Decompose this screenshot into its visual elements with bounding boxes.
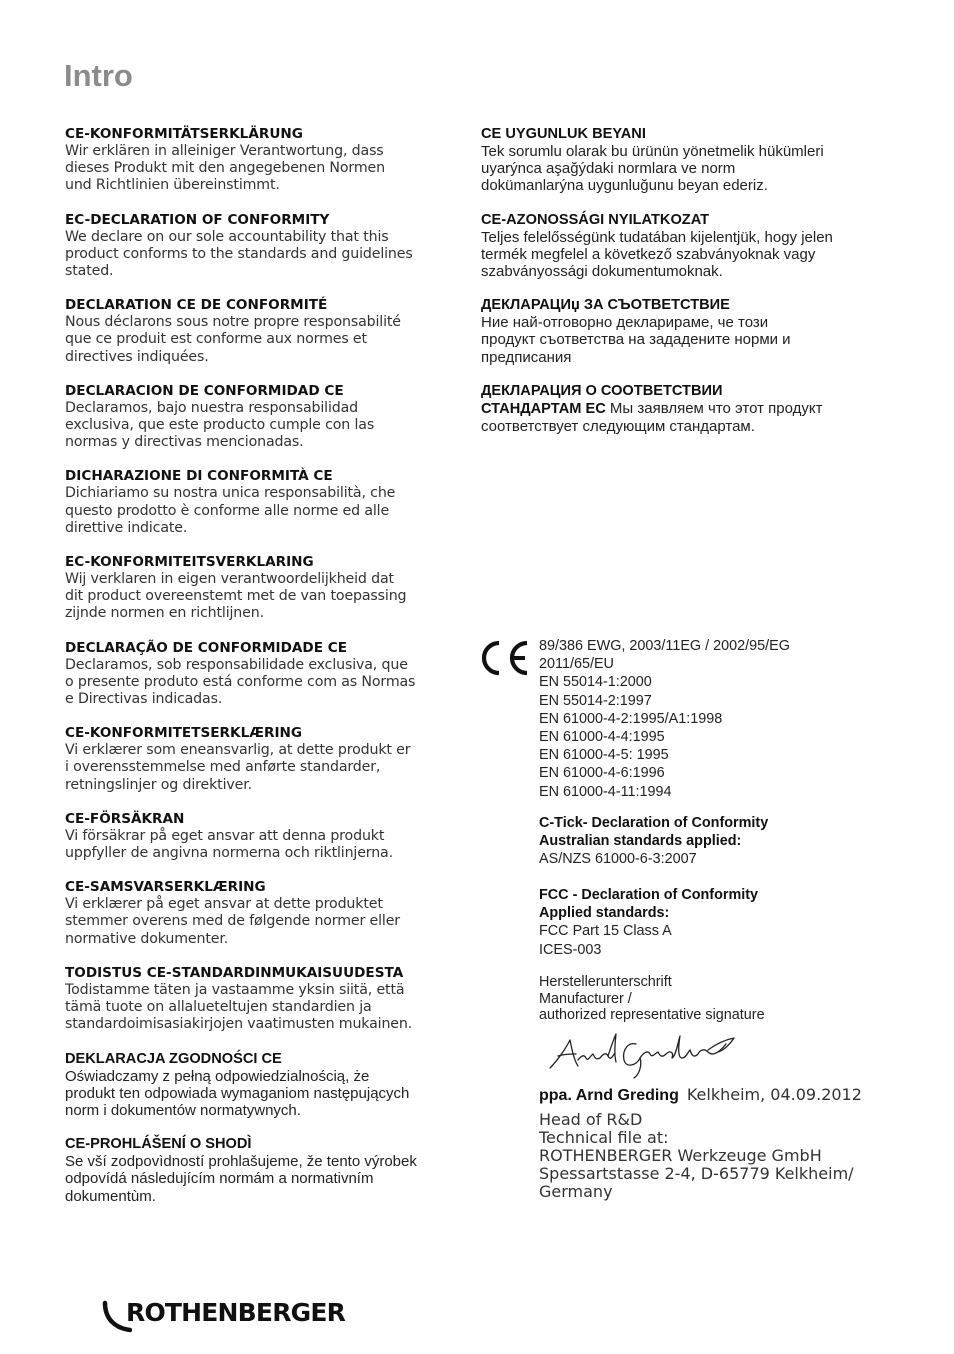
declaration-heading: CE-AZONOSSÁGI NYILATKOZAT	[481, 211, 710, 228]
rothenberger-logo-icon	[102, 1298, 352, 1334]
declaration-text-line: zijnde normen en richtlijnen.	[65, 605, 264, 622]
declaration-ru-heading: ДЕКЛАРАЦИЯ О СООТВЕТСТВИИ	[481, 382, 723, 399]
signature-label-line: Herstellerunterschrift	[539, 974, 672, 990]
declaration-text-line: Dichiariamo su nostra unica responsabilità, che	[65, 485, 396, 502]
declaration-text-line: We declare on our sole accountability that this	[65, 228, 389, 245]
declaration-text-line: product conforms to the standards and guidelines	[65, 245, 413, 262]
declaration-text-line: tämä tuote on allalueteltujen standardien ja	[65, 999, 372, 1016]
declaration-text-line: exclusiva, que este producto cumple con las	[65, 417, 375, 434]
declaration-text-line: продукт съответства на зададените норми и	[481, 331, 791, 349]
declaration-heading: CE-KONFORMITETSERKLÆRING	[65, 725, 303, 742]
declaration-text-line: uyarýnca aşağýdaki normlara ve norm	[481, 160, 736, 178]
declaration-text-line: odpovídá následujícím normám a normativním	[65, 1170, 374, 1188]
declaration-text-line: direttive indicate.	[65, 519, 188, 536]
declaration-text-line: normas y directivas mencionadas.	[65, 434, 304, 451]
signature-label-line: authorized representative signature	[539, 1007, 765, 1023]
declaration-heading: CE-KONFORMITÄTSERKLÄRUNG	[65, 126, 303, 142]
declaration-text-line: que ce produit est conforme aux normes et	[65, 331, 367, 348]
ctick-title: C-Tick- Declaration of Conformity	[539, 815, 769, 831]
declaration-text-line: dokumentùm.	[65, 1187, 156, 1205]
fcc-title: FCC - Declaration of Conformity	[539, 887, 759, 903]
right-blocks	[481, 126, 901, 366]
declaration-text-line: produkt ten odpowiada wymaganiom następujących	[65, 1084, 410, 1102]
declaration-block	[65, 468, 475, 537]
address-line: Spessartstasse 2-4, D-65779 Kelkheim/	[539, 1164, 854, 1183]
declaration-ru-heading-2: СТАНДАРТАМ ЕС	[481, 400, 606, 417]
ctick-standard: AS/NZS 61000-6-3:2007	[539, 851, 697, 868]
fcc-line-1: FCC Part 15 Class A	[539, 923, 672, 940]
declaration-text-line: termék megfelel a következő szabványoknak vagy	[481, 245, 816, 263]
standard-item: EN 61000-4-6:1996	[539, 765, 665, 782]
fcc-subtitle: Applied standards:	[539, 905, 670, 922]
declaration-block	[65, 811, 475, 862]
declaration-text-line: Vi erklærer på eget ansvar at dette produktet	[65, 896, 383, 913]
declaration-heading: EC-KONFORMITEITSVERKLARING	[65, 554, 314, 571]
logo-text: ROTHENBERGER	[126, 1298, 346, 1327]
declaration-text-line: Oświadczamy z pełną odpowiedzialnością, że	[65, 1067, 370, 1085]
handwritten-signature-icon	[548, 1030, 738, 1080]
declaration-heading: TODISTUS CE-STANDARDINMUKAISUUDESTA	[65, 964, 404, 981]
declaration-text-line: directives indiquées.	[65, 348, 209, 365]
standard-item: EN 61000-4-2:1995/A1:1998	[539, 710, 723, 727]
declarations-left-column	[65, 126, 475, 1222]
declaration-block	[481, 297, 901, 366]
declaration-block	[65, 212, 475, 281]
address-line: Head of R&D	[539, 1110, 643, 1129]
address-line: ROTHENBERGER Werkzeuge GmbH	[539, 1146, 822, 1165]
standard-item: EN 61000-4-11:1994	[539, 783, 672, 800]
standard-item: EN 55014-1:2000	[539, 674, 652, 691]
declaration-text-line: предписания	[481, 348, 572, 366]
declaration-ru-line1	[481, 400, 901, 418]
declarations-right-column	[481, 126, 901, 452]
ctick-subtitle: Australian standards applied:	[539, 833, 742, 850]
ctick-section	[539, 814, 768, 869]
declaration-text-line: uppfyller de angivna normerna och riktlinjerna.	[65, 845, 393, 862]
ce-mark-icon	[478, 638, 532, 678]
declaration-text-line: normative dokumenter.	[65, 930, 229, 947]
declaration-text-line: Ние най-отговорно декларираме, че този	[481, 314, 769, 332]
standard-item: EN 55014-2:1997	[539, 692, 652, 709]
signer-place-date: Kelkheim, 04.09.2012	[686, 1085, 862, 1104]
address-block	[539, 1111, 854, 1201]
declaration-text-line: szabványossági dokumentumoknak.	[481, 263, 723, 281]
declaration-text-line: Tek sorumlu olarak bu ürünün yönetmelik hükümleri	[481, 143, 824, 160]
declaration-text-line: Declaramos, sob responsabilidade exclusiva, que	[65, 656, 408, 673]
declaration-heading: DECLARATION CE DE CONFORMITÉ	[65, 297, 328, 314]
declaration-heading: DECLARAÇÃO DE CONFORMIDADE CE	[65, 639, 347, 656]
standard-item: 2011/65/EU	[539, 656, 614, 673]
declaration-text-line: retningslinjer og direktiver.	[65, 776, 252, 793]
declaration-text-line: i overensstemmelse med anførte standarder,	[65, 759, 381, 776]
declaration-text-line: o presente produto está conforme com as Normas	[65, 673, 416, 690]
fcc-line-2: ICES-003	[539, 941, 602, 958]
declaration-text-line: Teljes felelősségünk tudatában kijelentjük, hogy jelen	[481, 228, 833, 246]
declaration-text-line: dokümanlarýna uygunluğunu beyan ederiz.	[481, 177, 768, 195]
declaration-block	[65, 1051, 475, 1120]
declaration-block	[65, 640, 475, 709]
declaration-text-line: e Directivas indicadas.	[65, 691, 223, 708]
declaration-ru-line2: соответствует следующим стандартам.	[481, 418, 755, 436]
declaration-heading: CE UYGUNLUK BEYANI	[481, 126, 646, 142]
declaration-text-line: standardoimisasiakirjojen vaatimusten mukainen.	[65, 1016, 413, 1033]
left-blocks	[65, 126, 475, 1034]
declaration-heading: CE-PROHLÁŠENÍ O SHODÌ	[65, 1136, 252, 1153]
declaration-block	[65, 725, 475, 794]
declaration-heading: DICHARAZIONE DI CONFORMITÀ CE	[65, 468, 333, 485]
address-line: Germany	[539, 1182, 613, 1201]
fcc-section	[539, 886, 758, 959]
declaration-text-line: dit product overeenstemt met de van toepassing	[65, 588, 407, 605]
standard-item: EN 61000-4-5: 1995	[539, 747, 669, 764]
declaration-text-line: norm i dokumentów normatywnych.	[65, 1101, 301, 1119]
declaration-text-line: stemmer overens med de følgende normer eller	[65, 913, 400, 930]
declaration-block	[65, 126, 475, 195]
signer-name: ppa. Arnd Greding	[539, 1087, 679, 1104]
page-title: Intro	[64, 58, 133, 93]
standard-item: 89/386 EWG, 2003/11EG / 2002/95/EG	[539, 638, 790, 654]
declaration-block	[65, 297, 475, 366]
declaration-ru	[481, 383, 901, 435]
declaration-block	[65, 383, 475, 452]
signature-label	[539, 974, 765, 1024]
declaration-text-line: Vi erklærer som eneansvarlig, at dette produkt er	[65, 742, 411, 759]
declaration-text-line: Wir erklären in alleiniger Verantwortung, dass	[65, 143, 384, 159]
declaration-block	[65, 1136, 475, 1205]
declaration-heading: DEKLARACJA ZGODNOŚCI CE	[65, 1050, 282, 1067]
declaration-heading: DECLARACION DE CONFORMIDAD CE	[65, 382, 344, 399]
signature-label-line: Manufacturer /	[539, 990, 632, 1007]
declaration-ru-line1-rest: Мы заявляем что этот продукт	[605, 399, 823, 417]
declaration-heading: CE-FÖRSÄKRAN	[65, 810, 185, 827]
declaration-text-line: und Richtlinien übereinstimmt.	[65, 177, 280, 194]
declaration-text-line: Se vší zodpovìdností prohlašujeme, že tento výrobek	[65, 1153, 417, 1171]
declaration-heading: ДЕКЛАРАЦИџ ЗА СЪОТВЕТСТВИЕ	[481, 297, 730, 314]
declaration-block	[481, 126, 901, 195]
signer-line	[539, 1085, 862, 1106]
declaration-text-line: questo prodotto è conforme alle norme ed alle	[65, 502, 390, 519]
declaration-block	[65, 879, 475, 948]
declaration-text-line: Wij verklaren in eigen verantwoordelijkheid dat	[65, 571, 394, 588]
declaration-text-line: Todistamme täten ja vastaamme yksin siitä, että	[65, 981, 405, 998]
declaration-block	[65, 554, 475, 623]
declaration-text-line: Declaramos, bajo nuestra responsabilidad	[65, 399, 359, 416]
standard-item: EN 61000-4-4:1995	[539, 729, 665, 746]
declaration-heading: EC-DECLARATION OF CONFORMITY	[65, 211, 330, 228]
left-sans-blocks	[65, 1051, 475, 1205]
declaration-text-line: dieses Produkt mit den angegebenen Normen	[65, 160, 385, 177]
declaration-heading: CE-SAMSVARSERKLÆRING	[65, 879, 266, 896]
declaration-text-line: Vi försäkrar på eget ansvar att denna produkt	[65, 827, 385, 844]
declaration-text-line: stated.	[65, 263, 114, 280]
address-line: Technical file at:	[539, 1128, 669, 1147]
declaration-block	[481, 212, 901, 281]
standards-list	[539, 637, 790, 801]
declaration-text-line: Nous déclarons sous notre propre responsabilité	[65, 314, 401, 331]
declaration-block	[65, 965, 475, 1034]
